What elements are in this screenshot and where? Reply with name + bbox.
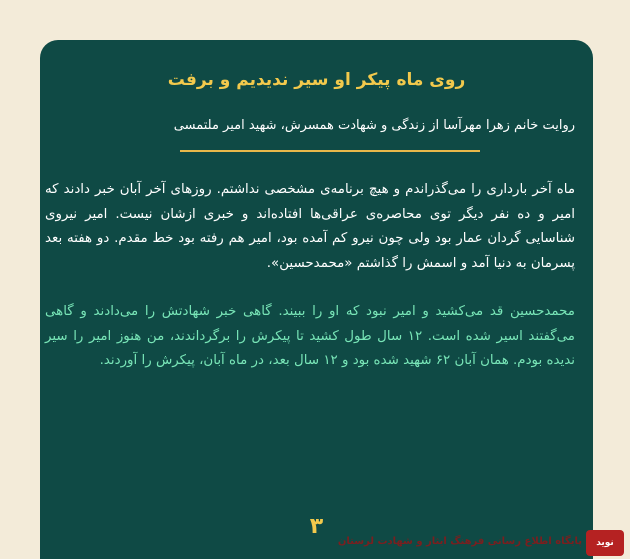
paragraph-text: محمدحسین قد می‌کشید و امیر نبود که او را ببیند. گاهی خبر شهادتش را می‌دادند و گاهی می‌گفتند اسیر شده است. ۱۲ سال طول کشید تا پیکرش را برگرداندند، من هنوز امیر را سیر ندیده بودم. همان آبان ۶۲ شهید شده بود و ۱۲ سال بعد، در ماه آبان، پیکرش را آوردند. xyxy=(45,304,575,368)
divider xyxy=(180,150,480,152)
body-paragraph-green xyxy=(45,300,575,374)
subtitle: روایت خانم زهرا مهرآسا از زندگی و شهادت همسرش، شهید امیر ملتمسی xyxy=(173,118,575,133)
credit-text: پایگاه اطلاع رسانی فرهنگ ایثار و شهادت لرستان xyxy=(337,536,582,547)
page-number: ۳ xyxy=(309,514,324,539)
page-title: روی ماه پیکر او سیر ندیدیم و برفت xyxy=(167,70,466,90)
logo-badge: نوید xyxy=(586,530,624,556)
paragraph-text: ماه آخر بارداری را می‌گذراندم و هیچ برنامه‌ی مشخصی نداشتم. روزهای آخر آبان خبر دادند که امیر و ده نفر دیگر توی محاصره‌ی عراقی‌ها افتاده‌اند و خبری ازشان نیست. امیر نیروی شناسایی گردان عمار بود ولی چون نیرو کم آمده بود، امیر هم رفته بود خط مقدم. دو هفته بعد پسرمان به دنیا آمد و اسمش را گذاشتم «محمدحسین». xyxy=(45,182,575,271)
credit-footer xyxy=(0,528,630,559)
content-card xyxy=(40,40,593,559)
body-paragraph-white xyxy=(45,178,575,276)
